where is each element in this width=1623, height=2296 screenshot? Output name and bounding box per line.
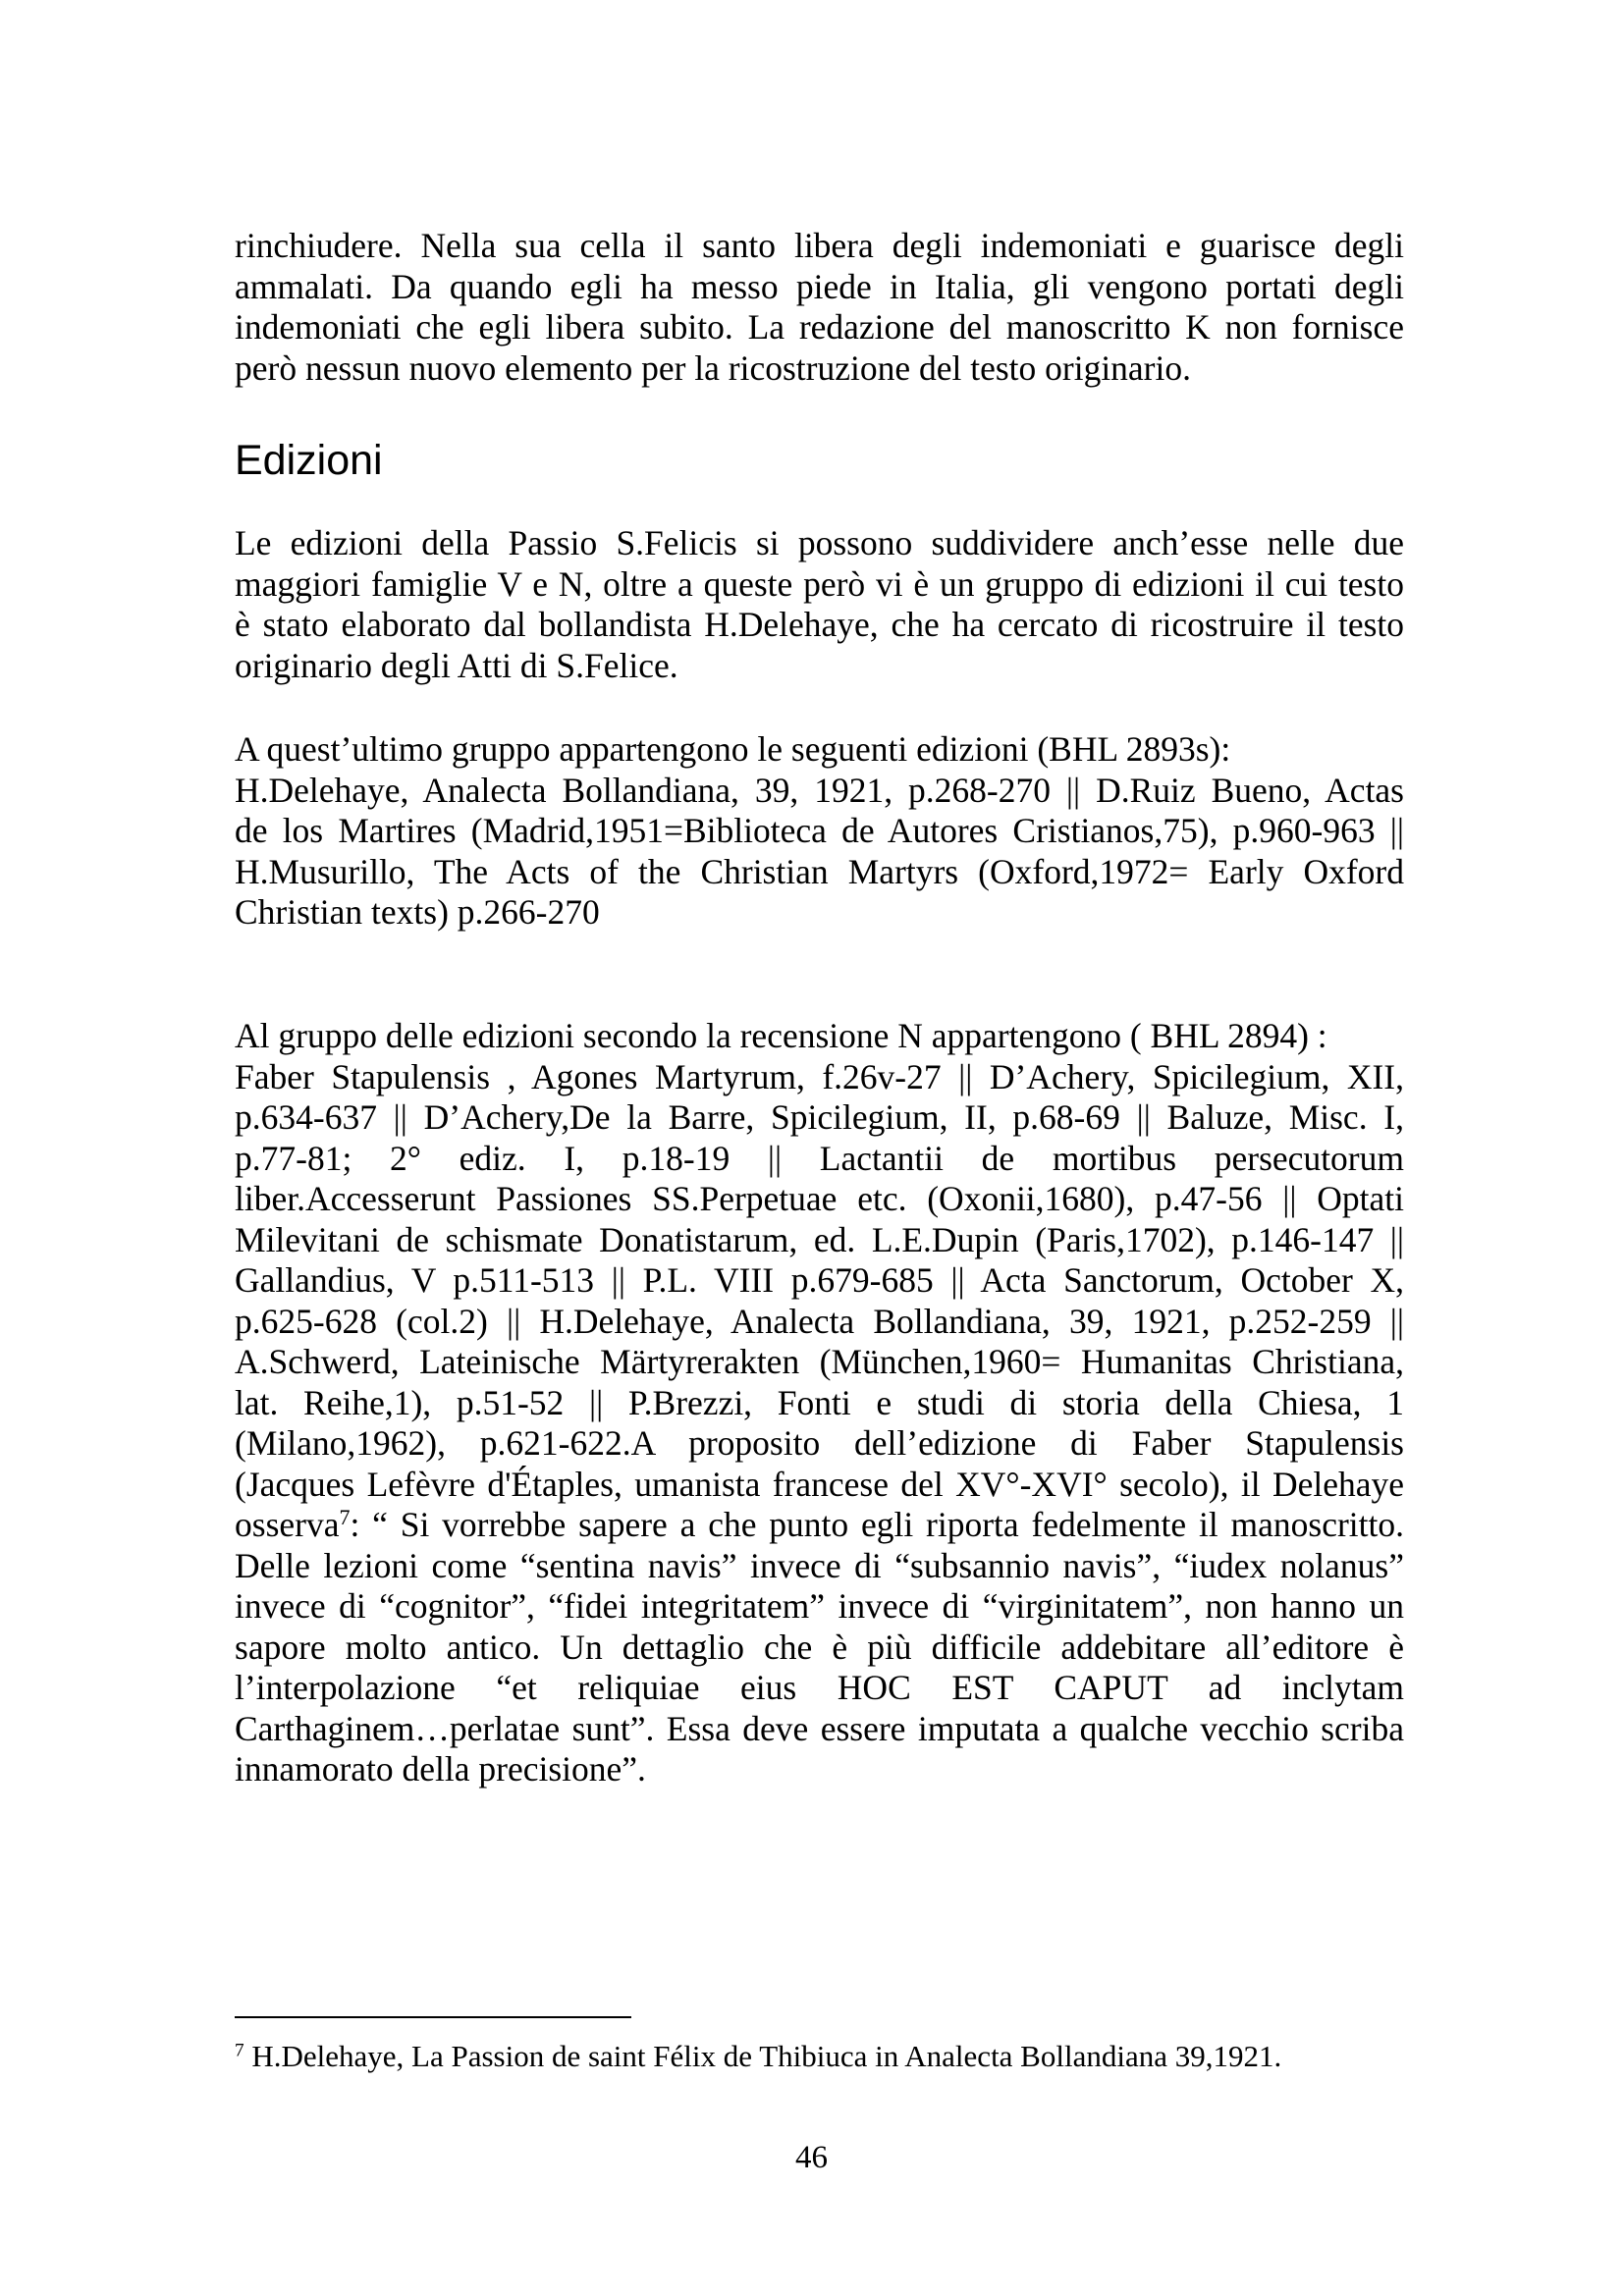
text-line: p.77-81; 2° ediz. I, p.18-19 || Lactantii de mortibus persecutorum (235, 1138, 1404, 1178)
text-line: p.634-637 || D’Achery,De la Barre, Spicilegium, II, p.68-69 || Baluze, Misc. I, (235, 1097, 1404, 1137)
text-line: è stato elaborato dal bollandista H.Delehaye, che ha cercato di ricostruire il testo (235, 605, 1404, 644)
paragraph-intro (235, 226, 1404, 389)
text-line: però nessun nuovo elemento per la ricostruzione del testo originario. (235, 347, 1191, 388)
page-number: 46 (795, 2140, 828, 2175)
text-line: lat. Reihe,1), p.51-52 || P.Brezzi, Fonti e studi di storia della Chiesa, 1 (235, 1382, 1404, 1422)
text-line: originario degli Atti di S.Felice. (235, 645, 678, 685)
text-line: Gallandius, V p.511-513 || P.L. VIII p.679-685 || Acta Sanctorum, October X, (235, 1260, 1404, 1300)
footnote-number: 7 (235, 2040, 244, 2061)
text-line: indemoniati che egli libera subito. La redazione del manoscritto K non fornisce (235, 307, 1404, 347)
section-heading: Edizioni (235, 437, 383, 484)
text-line: Christian texts) p.266-270 (235, 892, 600, 932)
footnote (235, 2038, 1281, 2075)
text-line: A quest’ultimo gruppo appartengono le seguenti edizioni (BHL 2893s): (235, 729, 1231, 769)
note-line-prefix: osserva (235, 1505, 340, 1544)
text-line: Milevitani de schismate Donatistarum, ed. L.E.Dupin (Paris,1702), p.146-147 || (235, 1219, 1404, 1259)
footnote-text: H.Delehaye, La Passion de saint Félix de Thibiuca in Analecta Bollandiana 39,1921. (243, 2039, 1282, 2073)
text-line: Carthaginem…perlatae sunt”. Essa deve essere imputata a qualche vecchio scriba (235, 1708, 1404, 1748)
text-line: (Milano,1962), p.621-622.A proposito dell’edizione di Faber Stapulensis (235, 1423, 1404, 1463)
text-line: Al gruppo delle edizioni secondo la recensione N appartengono ( BHL 2894) : (235, 1016, 1327, 1055)
text-line: p.625-628 (col.2) || H.Delehaye, Analecta Bollandiana, 39, 1921, p.252-259 || (235, 1301, 1404, 1341)
text-line: sapore molto antico. Un dettaglio che è più difficile addebitare all’editore è (235, 1627, 1404, 1667)
text-line: Le edizioni della Passio S.Felicis si possono suddividere anch’esse nelle due (235, 523, 1404, 562)
text-line: H.Delehaye, Analecta Bollandiana, 39, 1921, p.268-270 || D.Ruiz Bueno, Actas (235, 770, 1404, 810)
paragraph-editions (235, 523, 1404, 686)
note-line-suffix: : “ Si vorrebbe sapere a che punto egli riporta fedelmente il manoscritto. (350, 1505, 1404, 1544)
text-line: de los Martires (Madrid,1951=Biblioteca de Autores Cristianos,75), p.960-963 || (235, 811, 1404, 850)
text-line: liber.Accesserunt Passiones SS.Perpetuae etc. (Oxonii,1680), p.47-56 || Optati (235, 1179, 1404, 1218)
paragraph-bhl-2893 (235, 729, 1404, 934)
text-line: ammalati. Da quando egli ha messo piede in Italia, gli vengono portati degli (235, 266, 1404, 306)
footnote-reference[interactable]: 7 (339, 1504, 351, 1529)
text-line: Faber Stapulensis , Agones Martyrum, f.26v-27 || D’Achery, Spicilegium, XII, (235, 1056, 1404, 1096)
text-line: Delle lezioni come “sentina navis” invece di “subsannio navis”, “iudex nolanus” (235, 1545, 1404, 1585)
text-line: maggiori famiglie V e N, oltre a queste però vi è un gruppo di edizioni il cui testo (235, 563, 1404, 604)
footnote-divider (235, 2016, 631, 2018)
text-line: rinchiudere. Nella sua cella il santo libera degli indemoniati e guarisce degli (235, 226, 1404, 265)
paragraph-bhl-2894 (235, 1016, 1404, 1790)
text-line: invece di “cognitor”, “fidei integritatem” invece di “virginitatem”, non hanno un (235, 1586, 1404, 1626)
text-line: H.Musurillo, The Acts of the Christian Martyrs (Oxford,1972= Early Oxford (235, 851, 1404, 891)
text-line: A.Schwerd, Lateinische Märtyrerakten (München,1960= Humanitas Christiana, (235, 1342, 1404, 1381)
text-line: innamorato della precisione”. (235, 1749, 646, 1789)
text-line: l’interpolazione “et reliquiae eius HOC EST CAPUT ad inclytam (235, 1668, 1404, 1707)
text-line: (Jacques Lefèvre d'Étaples, umanista francese del XV°-XVI° secolo), il Delehaye (235, 1464, 1404, 1504)
text-line-with-note (235, 1505, 1404, 1546)
